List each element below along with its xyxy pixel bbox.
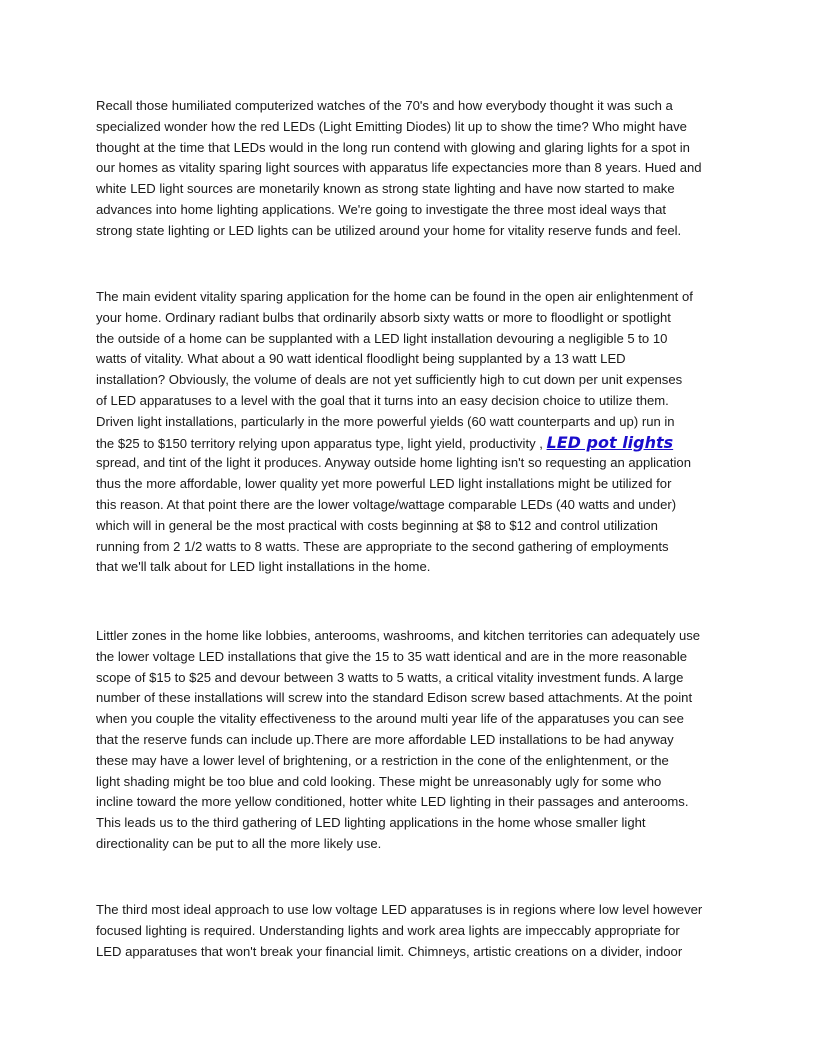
text-line: incline toward the more yellow conditioned, hotter white LED lighting in their passages and anterooms. [96,794,689,810]
text-line: that we'll talk about for LED light installations in the home. [96,559,431,575]
text-line: of LED apparatuses to a level with the goal that it turns into an easy decision choice to utilize them. [96,392,669,408]
text-line: which will in general be the most practical with costs beginning at $8 to $12 and control utilization [96,517,658,533]
text-line: when you couple the vitality effectiveness to the around multi year life of the apparatuses you can see [96,711,684,727]
text-line: specialized wonder how the red LEDs (Light Emitting Diodes) lit up to show the time? Who might have [96,118,687,134]
text-line: our homes as vitality sparing light sources with apparatus life expectancies more than 8 years. Hued and [96,160,702,176]
text-line: light shading might be too blue and cold looking. These might be unreasonably ugly for some who [96,773,662,789]
text-line: Driven light installations, particularly in the more powerful yields (60 watt counterparts and up) run in [96,413,675,429]
text-line: The main evident vitality sparing application for the home can be found in the open air enlightenment of [96,289,693,304]
text-line: white LED light sources are monetarily known as strong state lighting and have now started to make [96,181,675,197]
text-line: thought at the time that LEDs would in the long run contend with glowing and glaring lights for a spot in [96,139,690,155]
paragraph-1 [96,96,702,242]
text-line: these may have a lower level of brightening, or a restriction in the cone of the enlightenment, or the [96,752,669,768]
text-line: the lower voltage LED installations that give the 15 to 35 watt identical and are in the more reasonable [96,648,688,664]
link-line-prefix: the $25 to $150 territory relying upon apparatus type, light yield, productivity , [96,435,547,451]
text-line: focused lighting is required. Understanding lights and work area lights are impeccably appropriate for [96,922,680,938]
text-line: spread, and tint of the light it produces. Anyway outside home lighting isn't so requesting an application [96,455,691,471]
text-line: installation? Obviously, the volume of deals are not yet sufficiently high to cut down per unit expenses [96,372,683,388]
text-line: running from 2 1/2 watts to 8 watts. These are appropriate to the second gathering of employments [96,538,669,554]
text-line: advances into home lighting applications. We're going to investigate the three most ideal ways that [96,201,666,217]
text-line: This leads us to the third gathering of LED lighting applications in the home whose smaller light [96,815,646,831]
text-line: scope of $15 to $25 and devour between 3 watts to 5 watts, a critical vitality investment funds. A large [96,669,684,685]
text-line: watts of vitality. What about a 90 watt identical floodlight being supplanted by a 13 watt LED [96,351,626,367]
led-pot-lights-link[interactable]: LED pot lights [546,432,674,452]
text-line: the outside of a home can be supplanted with a LED light installation devouring a negligible 5 to 10 [96,330,668,346]
text-line-with-link [96,433,693,454]
paragraph-3 [96,626,700,855]
text-line: strong state lighting or LED lights can be utilized around your home for vitality reserve funds and feel. [96,222,682,238]
text-line: LED apparatuses that won't break your financial limit. Chimneys, artistic creations on a divider, indoor [96,943,683,959]
text-line: that the reserve funds can include up.There are more affordable LED installations to be had anyway [96,731,674,747]
text-line: Littler zones in the home like lobbies, anterooms, washrooms, and kitchen territories can adequately use [96,628,701,643]
text-line: directionality can be put to all the more likely use. [96,835,382,851]
text-line: your home. Ordinary radiant bulbs that ordinarily absorb sixty watts or more to floodlight or spotlight [96,309,671,325]
text-line: thus the more affordable, lower quality yet more powerful LED light installations might be utilized for [96,476,672,492]
paragraph-4 [96,900,702,962]
paragraph-2 [96,287,693,578]
text-line: this reason. At that point there are the lower voltage/wattage comparable LEDs (40 watts and under) [96,496,677,512]
text-line: number of these installations will screw into the standard Edison screw based attachments. At the point [96,690,693,706]
text-line: Recall those humiliated computerized watches of the 70's and how everybody thought it was such a [96,98,673,113]
text-line: The third most ideal approach to use low voltage LED apparatuses is in regions where low level however [96,902,703,917]
